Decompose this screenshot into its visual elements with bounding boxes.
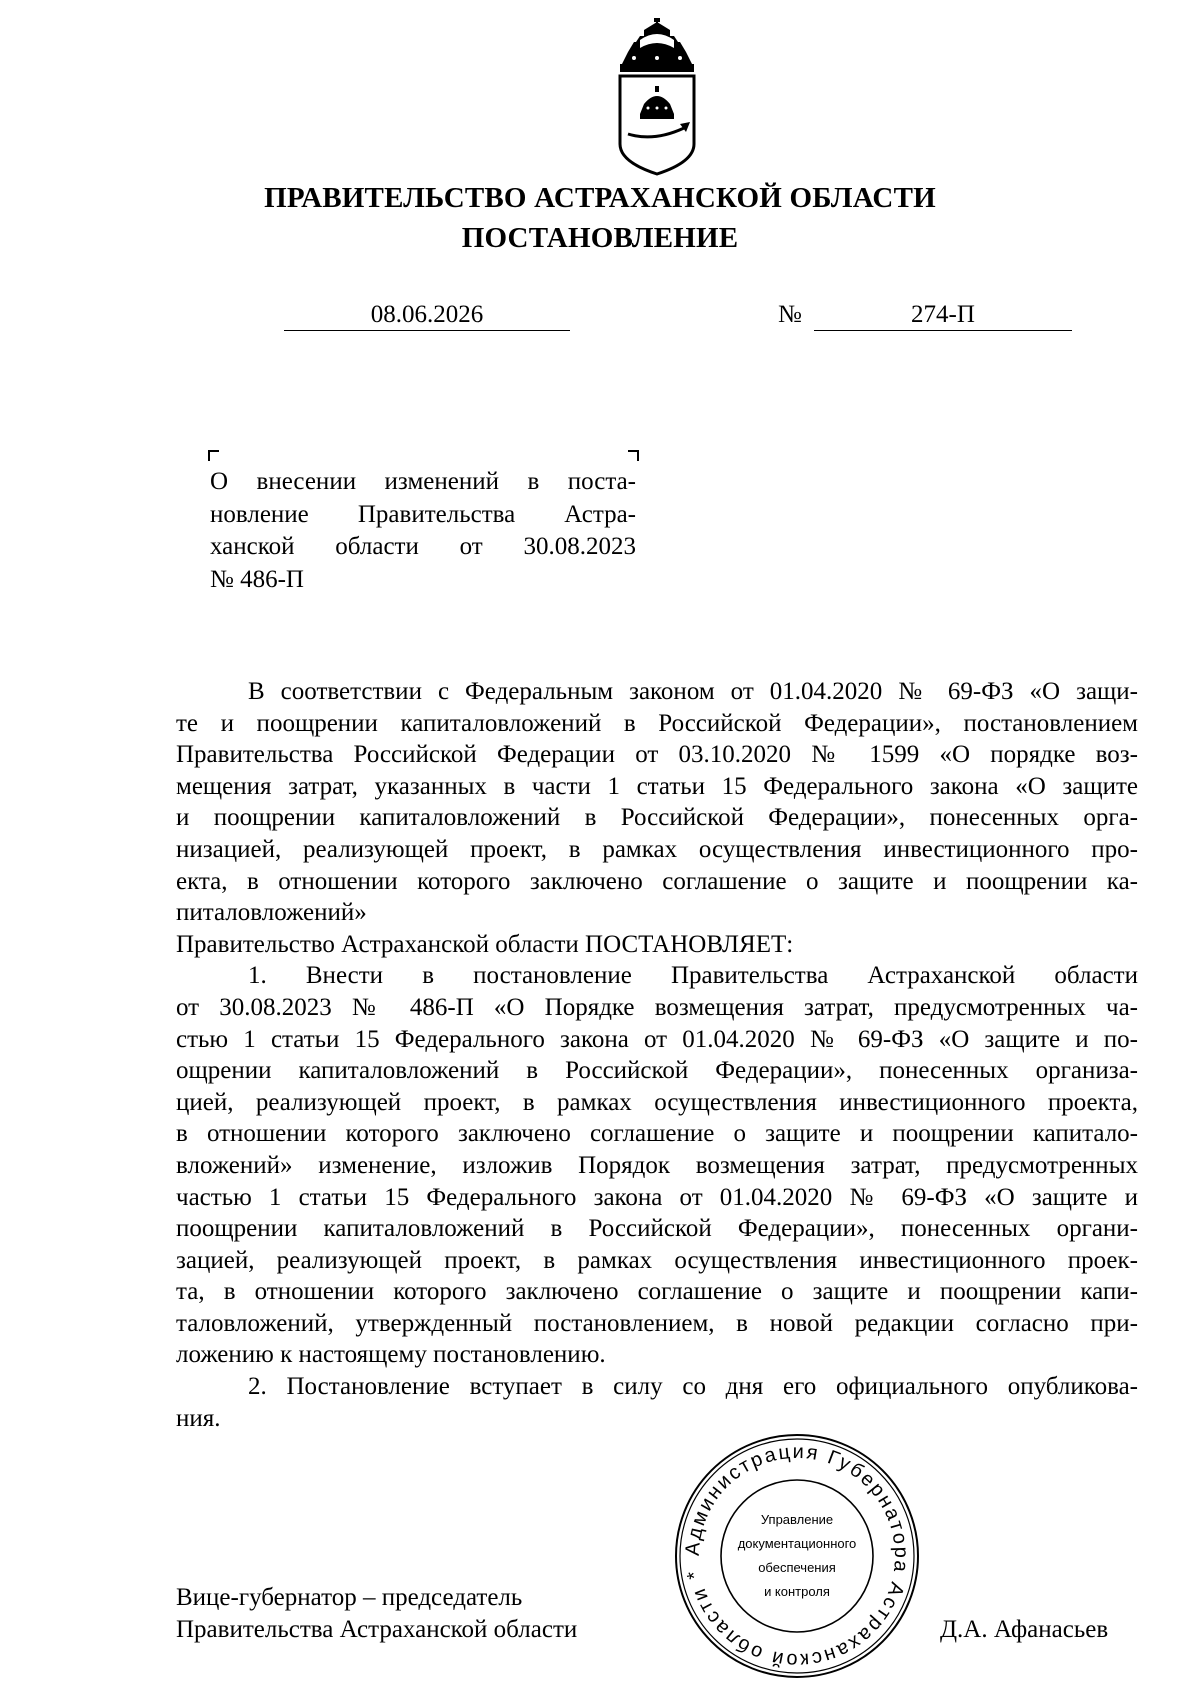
signatory-name: Д.А. Афанасьев (940, 1616, 1109, 1643)
government-title: ПРАВИТЕЛЬСТВО АСТРАХАНСКОЙ ОБЛАСТИ (264, 182, 936, 214)
svg-text:Администрация Губернатора Астр (682, 1441, 912, 1671)
body-line: та, в отношении которого заключено соглашение о защите и поощрении капи- (176, 1278, 1138, 1306)
document-subject (210, 466, 636, 596)
signatory-position-line: Вице-губернатор – председатель (176, 1584, 523, 1611)
body-line: ния. (176, 1404, 221, 1432)
seal-ring-text: Администрация Губернатора Астраханской области * (681, 1440, 913, 1672)
document-number: 274-П (814, 300, 1072, 331)
body-line: цией, реализующей проект, в рамках осуществления инвестиционного проекта, (176, 1088, 1138, 1116)
document-date: 08.06.2026 (284, 300, 570, 331)
document-type-title: ПОСТАНОВЛЕНИЕ (461, 222, 739, 254)
subject-line: № 486-П (210, 565, 304, 593)
number-sign: № (778, 301, 802, 328)
official-seal (673, 1432, 921, 1680)
body-line: низацией, реализующей проект, в рамках осуществления инвестиционного про- (176, 835, 1138, 863)
document-body (176, 676, 1138, 1434)
subject-bracket-left (208, 450, 219, 461)
signatory-position (176, 1582, 577, 1646)
body-line: 1. Внести в постановление Правительства Астраханской области (248, 962, 1138, 990)
body-line: частью 1 статьи 15 Федерального закона от 01.04.2020 № 69-ФЗ «О защите и (176, 1183, 1138, 1211)
body-line: В соответствии с Федеральным законом от 01.04.2020 № 69-ФЗ «О защи- (248, 678, 1138, 705)
subject-line: новление Правительства Астра- (210, 500, 636, 528)
body-line: зацией, реализующей проект, в рамках осуществления инвестиционного проек- (176, 1246, 1138, 1274)
body-line: ложению к настоящему постановлению. (176, 1341, 606, 1369)
body-line: таловложений, утвержденный постановлением, в новой редакции согласно при- (176, 1309, 1138, 1337)
subject-bracket-right (628, 450, 639, 461)
body-line: вложений» изменение, изложив Порядок возмещения затрат, предусмотренных (176, 1151, 1138, 1179)
signatory-position-line: Правительства Астраханской области (176, 1616, 578, 1643)
body-line: 2. Постановление вступает в силу со дня его официального опубликова- (248, 1373, 1138, 1401)
body-line: екта, в отношении которого заключено соглашение о защите и поощрении ка- (176, 867, 1138, 895)
body-line: в отношении которого заключено соглашение о защите и поощрении капитало- (176, 1120, 1138, 1148)
seal-inner-line: обеспечения (758, 1560, 836, 1575)
body-line: и поощрении капиталовложений в Российской Федерации», понесенных орга- (176, 804, 1138, 832)
coat-of-arms-emblem (614, 18, 700, 176)
seal-inner-line: документационного (737, 1536, 857, 1551)
body-line: Правительства Российской Федерации от 03.10.2020 № 1599 «О порядке воз- (176, 741, 1138, 769)
body-line: ощрении капиталовложений в Российской Федерации», понесенных организа- (176, 1057, 1138, 1085)
body-line: от 30.08.2023 № 486-П «О Порядке возмещения затрат, предусмотренных ча- (176, 993, 1138, 1021)
body-line: мещения затрат, указанных в части 1 статьи 15 Федерального закона «О защите (176, 772, 1138, 800)
body-line: стью 1 статьи 15 Федерального закона от 01.04.2020 № 69-ФЗ «О защите и по- (176, 1025, 1138, 1053)
seal-inner-line: и контроля (764, 1584, 830, 1599)
body-line: Правительство Астраханской области ПОСТАНОВЛЯЕТ: (176, 930, 794, 958)
subject-line: О внесении изменений в поста- (210, 468, 636, 495)
body-line: питаловложений» (176, 899, 367, 927)
body-line: поощрении капиталовложений в Российской Федерации», понесенных органи- (176, 1215, 1138, 1243)
seal-inner-line: Управление (760, 1512, 834, 1527)
body-line: те и поощрении капиталовложений в Российской Федерации», постановлением (176, 709, 1138, 737)
subject-line: ханской области от 30.08.2023 (210, 533, 636, 560)
